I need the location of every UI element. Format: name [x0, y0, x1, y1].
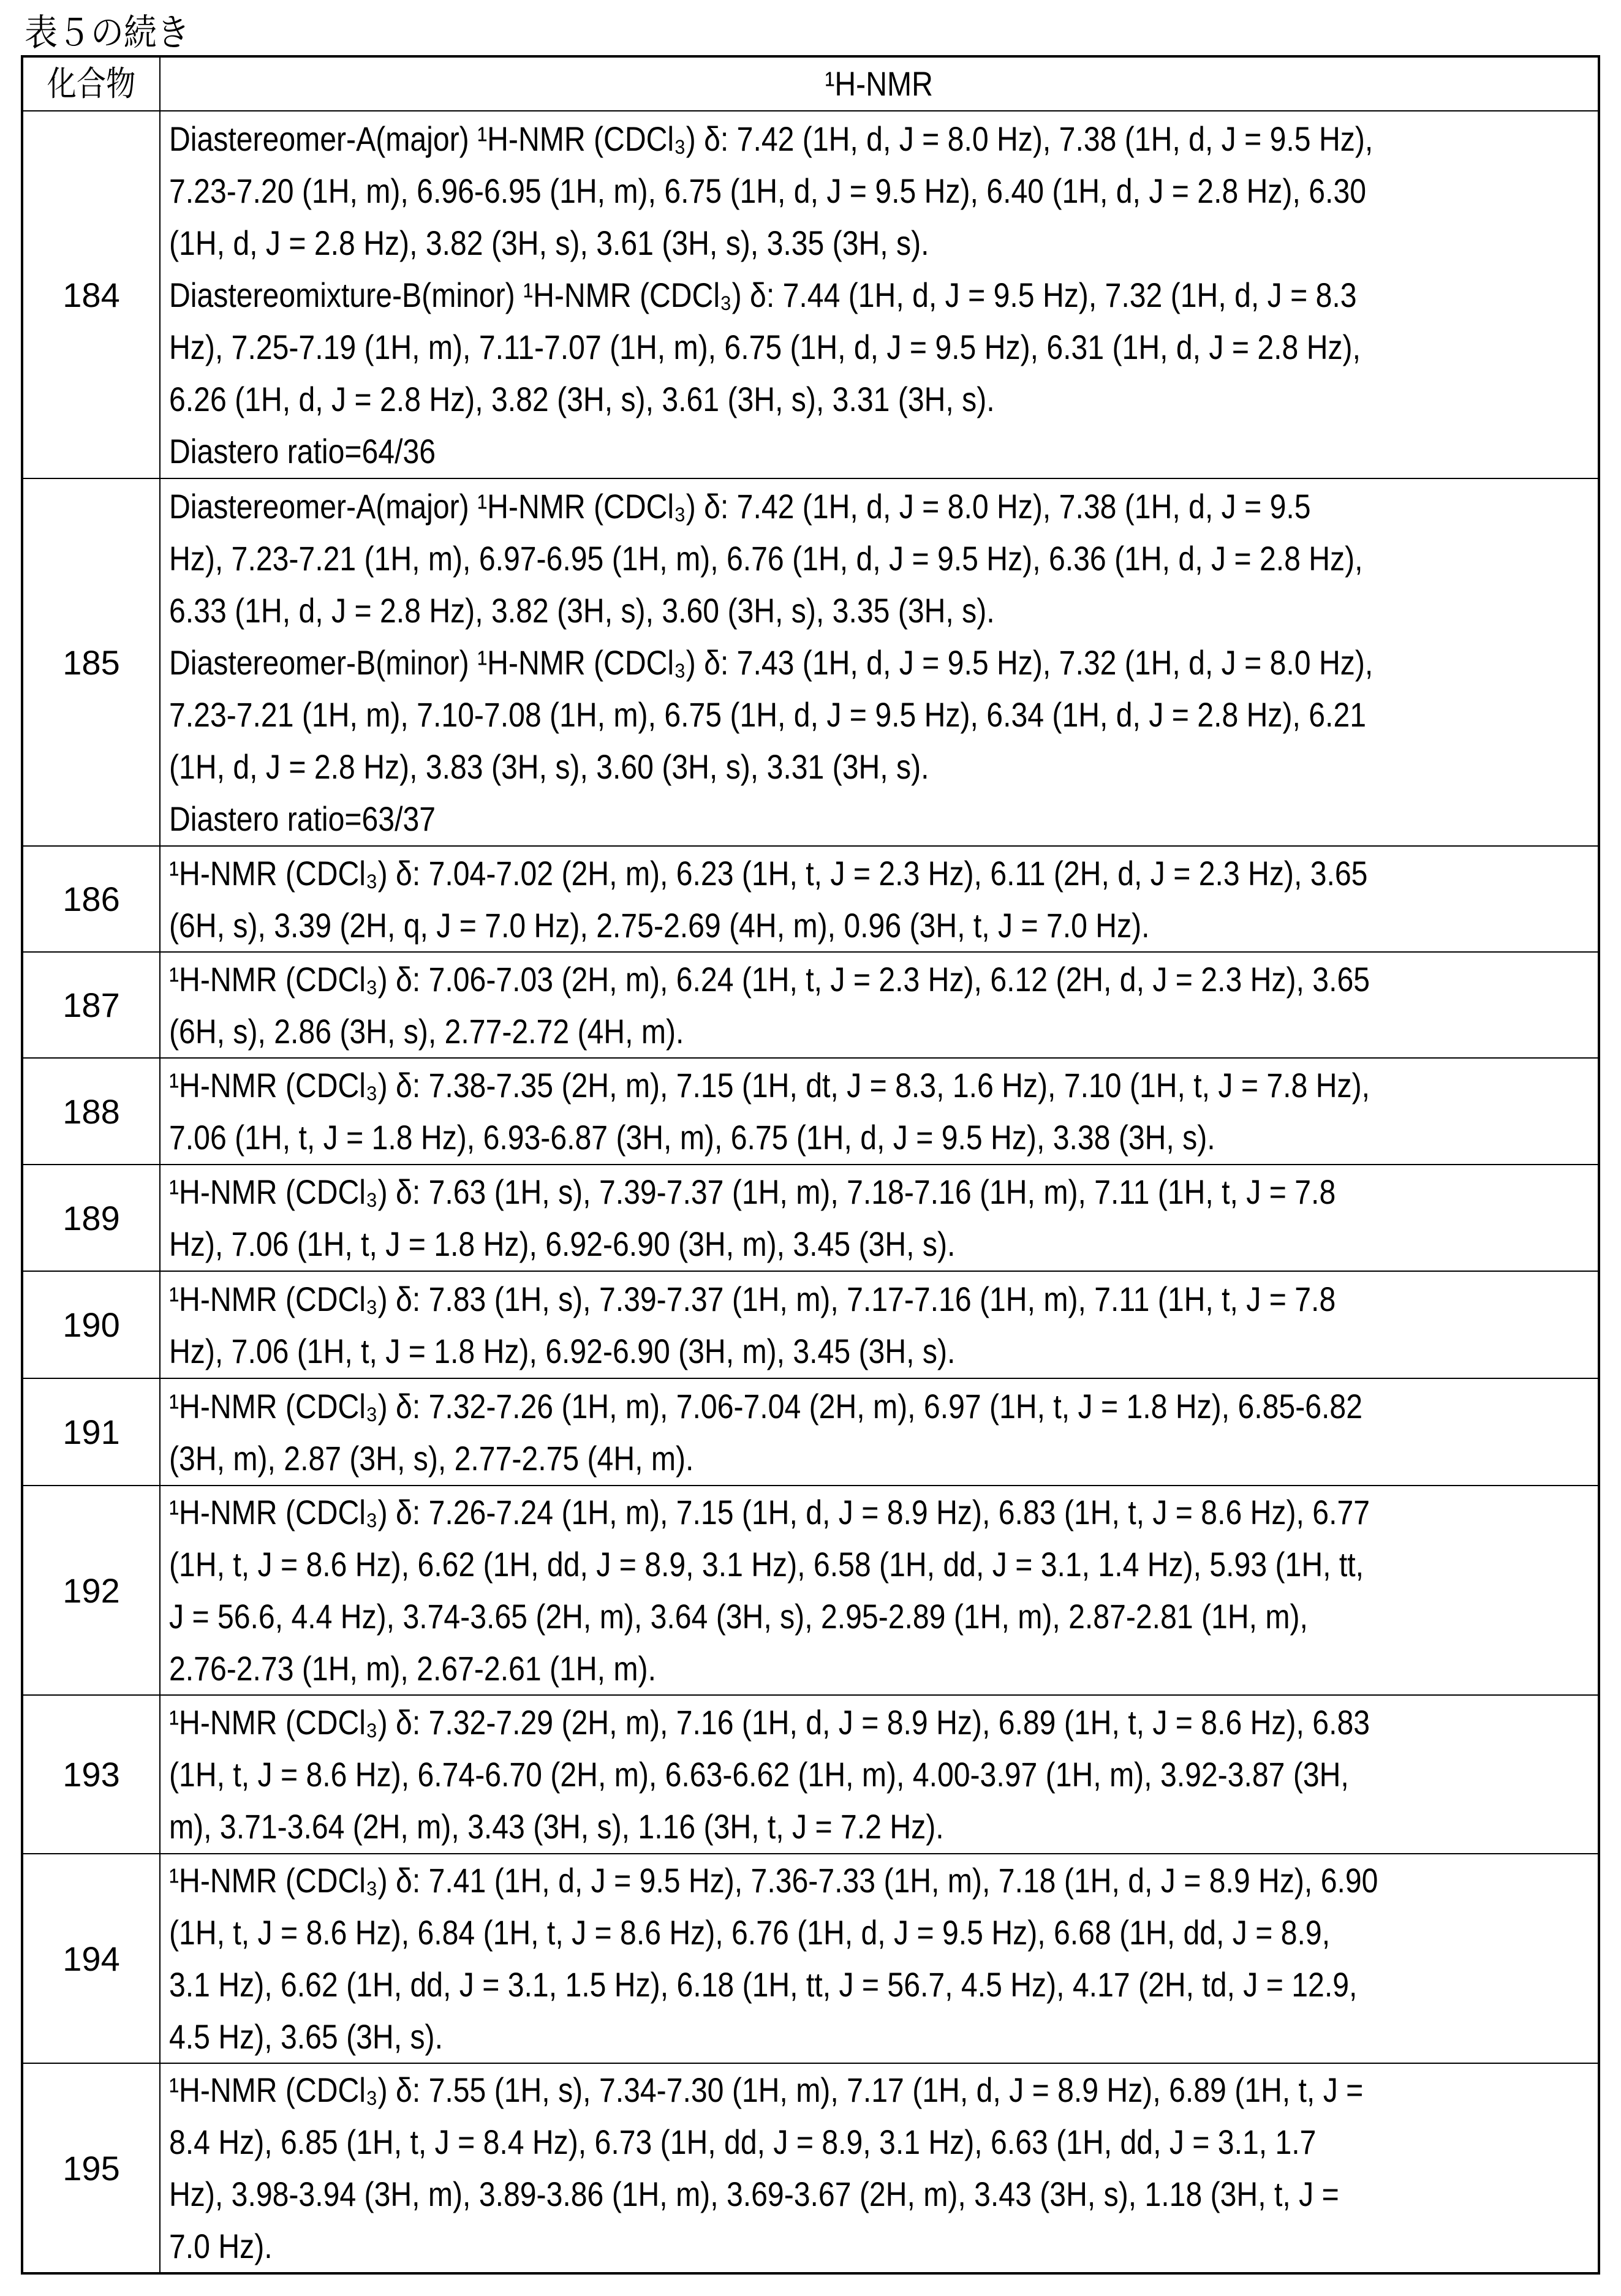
compound-number: 186 [22, 846, 160, 952]
header-nmr-label: ¹H-NMR [825, 58, 934, 110]
compound-number: 192 [22, 1486, 160, 1695]
table-row [22, 1165, 1599, 1271]
nmr-line: 7.06 (1H, t, J = 1.8 Hz), 6.93-6.87 (3H, m), 6.75 (1H, d, J = 9.5 Hz), 3.38 (3H, s). [169, 1111, 1398, 1163]
nmr-data [160, 846, 1599, 952]
nmr-line: Diastero ratio=64/36 [169, 425, 1398, 477]
header-compound [22, 56, 160, 111]
nmr-line: (1H, d, J = 2.8 Hz), 3.83 (3H, s), 3.60 (3H, s), 3.31 (3H, s). [169, 741, 1398, 793]
compound-number: 187 [22, 952, 160, 1058]
nmr-line: ¹H-NMR (CDCl₃) δ: 7.63 (1H, s), 7.39-7.37 (1H, m), 7.18-7.16 (1H, m), 7.11 (1H, t, J = 7.8 [169, 1166, 1398, 1218]
compound-number: 188 [22, 1058, 160, 1165]
nmr-data [160, 1695, 1599, 1854]
nmr-line: Hz), 7.23-7.21 (1H, m), 6.97-6.95 (1H, m), 6.76 (1H, d, J = 9.5 Hz), 6.36 (1H, d, J = 2.8 Hz), [169, 532, 1398, 584]
nmr-data [160, 1486, 1599, 1695]
nmr-line: Diastereomixture-B(minor) ¹H-NMR (CDCl₃) δ: 7.44 (1H, d, J = 9.5 Hz), 7.32 (1H, d, J = 8.3 [169, 269, 1398, 321]
compound-number: 189 [22, 1165, 160, 1271]
nmr-line: ¹H-NMR (CDCl₃) δ: 7.41 (1H, d, J = 9.5 Hz), 7.36-7.33 (1H, m), 7.18 (1H, d, J = 8.9 Hz), 6.90 [169, 1854, 1398, 1906]
nmr-line: Hz), 7.06 (1H, t, J = 1.8 Hz), 6.92-6.90 (3H, m), 3.45 (3H, s). [169, 1218, 1398, 1270]
nmr-data [160, 111, 1599, 478]
compound-number: 193 [22, 1695, 160, 1854]
nmr-line: J = 56.6, 4.4 Hz), 3.74-3.65 (2H, m), 3.64 (3H, s), 2.95-2.89 (1H, m), 2.87-2.81 (1H, m), [169, 1590, 1398, 1642]
nmr-line: Hz), 3.98-3.94 (3H, m), 3.89-3.86 (1H, m), 3.69-3.67 (2H, m), 3.43 (3H, s), 1.18 (3H, t, J = [169, 2168, 1398, 2220]
nmr-line: (6H, s), 2.86 (3H, s), 2.77-2.72 (4H, m). [169, 1005, 1398, 1057]
table-header-row [22, 56, 1599, 111]
table-title: 表５の続き [25, 11, 190, 55]
compound-number: 190 [22, 1271, 160, 1378]
nmr-line: m), 3.71-3.64 (2H, m), 3.43 (3H, s), 1.16 (3H, t, J = 7.2 Hz). [169, 1800, 1398, 1852]
nmr-line: ¹H-NMR (CDCl₃) δ: 7.32-7.29 (2H, m), 7.16 (1H, d, J = 8.9 Hz), 6.89 (1H, t, J = 8.6 Hz), 6.83 [169, 1696, 1398, 1748]
nmr-line: 7.23-7.20 (1H, m), 6.96-6.95 (1H, m), 6.75 (1H, d, J = 9.5 Hz), 6.40 (1H, d, J = 2.8 Hz), 6.30 [169, 165, 1398, 217]
nmr-line: 7.0 Hz). [169, 2220, 1398, 2272]
nmr-line: (1H, t, J = 8.6 Hz), 6.84 (1H, t, J = 8.6 Hz), 6.76 (1H, d, J = 9.5 Hz), 6.68 (1H, dd, J = 8.9, [169, 1906, 1398, 1958]
nmr-line: ¹H-NMR (CDCl₃) δ: 7.04-7.02 (2H, m), 6.23 (1H, t, J = 2.3 Hz), 6.11 (2H, d, J = 2.3 Hz), 3.65 [169, 847, 1398, 899]
nmr-data [160, 2063, 1599, 2273]
nmr-line: ¹H-NMR (CDCl₃) δ: 7.38-7.35 (2H, m), 7.15 (1H, dt, J = 8.3, 1.6 Hz), 7.10 (1H, t, J = 7.8 Hz), [169, 1059, 1398, 1111]
nmr-line: (3H, m), 2.87 (3H, s), 2.77-2.75 (4H, m). [169, 1432, 1398, 1484]
table-row [22, 1271, 1599, 1378]
nmr-line: 6.33 (1H, d, J = 2.8 Hz), 3.82 (3H, s), 3.60 (3H, s), 3.35 (3H, s). [169, 584, 1398, 636]
nmr-line: ¹H-NMR (CDCl₃) δ: 7.26-7.24 (1H, m), 7.15 (1H, d, J = 8.9 Hz), 6.83 (1H, t, J = 8.6 Hz), 6.77 [169, 1486, 1398, 1538]
nmr-line: 6.26 (1H, d, J = 2.8 Hz), 3.82 (3H, s), 3.61 (3H, s), 3.31 (3H, s). [169, 373, 1398, 425]
header-compound-label: 化合物 [47, 58, 135, 110]
nmr-data [160, 478, 1599, 846]
compound-number: 185 [22, 478, 160, 846]
compound-number: 195 [22, 2063, 160, 2273]
table-row [22, 2063, 1599, 2273]
nmr-line: ¹H-NMR (CDCl₃) δ: 7.32-7.26 (1H, m), 7.06-7.04 (2H, m), 6.97 (1H, t, J = 1.8 Hz), 6.85-6.82 [169, 1380, 1398, 1432]
nmr-line: ¹H-NMR (CDCl₃) δ: 7.83 (1H, s), 7.39-7.37 (1H, m), 7.17-7.16 (1H, m), 7.11 (1H, t, J = 7.8 [169, 1273, 1398, 1325]
nmr-data [160, 1058, 1599, 1165]
table-row [22, 952, 1599, 1058]
header-nmr [160, 56, 1599, 111]
nmr-line: Diastereomer-B(minor) ¹H-NMR (CDCl₃) δ: 7.43 (1H, d, J = 9.5 Hz), 7.32 (1H, d, J = 8.0 Hz), [169, 636, 1398, 689]
table-row [22, 1486, 1599, 1695]
table-row [22, 846, 1599, 952]
nmr-line: Hz), 7.25-7.19 (1H, m), 7.11-7.07 (1H, m), 6.75 (1H, d, J = 9.5 Hz), 6.31 (1H, d, J = 2.8 Hz), [169, 321, 1398, 373]
nmr-data [160, 1271, 1599, 1378]
nmr-line: 7.23-7.21 (1H, m), 7.10-7.08 (1H, m), 6.75 (1H, d, J = 9.5 Hz), 6.34 (1H, d, J = 2.8 Hz), 6.21 [169, 689, 1398, 741]
nmr-line: 2.76-2.73 (1H, m), 2.67-2.61 (1H, m). [169, 1642, 1398, 1694]
nmr-line: ¹H-NMR (CDCl₃) δ: 7.06-7.03 (2H, m), 6.24 (1H, t, J = 2.3 Hz), 6.12 (2H, d, J = 2.3 Hz), 3.65 [169, 953, 1398, 1005]
nmr-line: ¹H-NMR (CDCl₃) δ: 7.55 (1H, s), 7.34-7.30 (1H, m), 7.17 (1H, d, J = 8.9 Hz), 6.89 (1H, t, J = [169, 2064, 1398, 2116]
nmr-line: (6H, s), 3.39 (2H, q, J = 7.0 Hz), 2.75-2.69 (4H, m), 0.96 (3H, t, J = 7.0 Hz). [169, 899, 1398, 951]
compound-number: 191 [22, 1378, 160, 1486]
nmr-data [160, 1378, 1599, 1486]
nmr-data [160, 1165, 1599, 1271]
table-row [22, 1378, 1599, 1486]
nmr-line: Hz), 7.06 (1H, t, J = 1.8 Hz), 6.92-6.90 (3H, m), 3.45 (3H, s). [169, 1325, 1398, 1377]
nmr-data [160, 952, 1599, 1058]
table-row [22, 1854, 1599, 2063]
nmr-line: (1H, d, J = 2.8 Hz), 3.82 (3H, s), 3.61 (3H, s), 3.35 (3H, s). [169, 217, 1398, 269]
nmr-line: (1H, t, J = 8.6 Hz), 6.62 (1H, dd, J = 8.9, 3.1 Hz), 6.58 (1H, dd, J = 3.1, 1.4 Hz), 5.93 (1H, tt, [169, 1538, 1398, 1590]
nmr-line: Diastereomer-A(major) ¹H-NMR (CDCl₃) δ: 7.42 (1H, d, J = 8.0 Hz), 7.38 (1H, d, J = 9.5 Hz), [169, 113, 1398, 165]
table-row [22, 1058, 1599, 1165]
nmr-line: 8.4 Hz), 6.85 (1H, t, J = 8.4 Hz), 6.73 (1H, dd, J = 8.9, 3.1 Hz), 6.63 (1H, dd, J = 3.1, 1.7 [169, 2116, 1398, 2168]
nmr-data [160, 1854, 1599, 2063]
compound-number: 194 [22, 1854, 160, 2063]
nmr-line: 4.5 Hz), 3.65 (3H, s). [169, 2011, 1398, 2063]
compound-number: 184 [22, 111, 160, 478]
table-row [22, 1695, 1599, 1854]
table-row [22, 111, 1599, 478]
nmr-line: (1H, t, J = 8.6 Hz), 6.74-6.70 (2H, m), 6.63-6.62 (1H, m), 4.00-3.97 (1H, m), 3.92-3.87 (3H, [169, 1748, 1398, 1800]
table-row [22, 478, 1599, 846]
nmr-line: Diastereomer-A(major) ¹H-NMR (CDCl₃) δ: 7.42 (1H, d, J = 8.0 Hz), 7.38 (1H, d, J = 9.5 [169, 480, 1398, 532]
nmr-table [21, 55, 1600, 2275]
nmr-line: 3.1 Hz), 6.62 (1H, dd, J = 3.1, 1.5 Hz), 6.18 (1H, tt, J = 56.7, 4.5 Hz), 4.17 (2H, td, J = 12.9, [169, 1958, 1398, 2011]
nmr-line: Diastero ratio=63/37 [169, 793, 1398, 845]
